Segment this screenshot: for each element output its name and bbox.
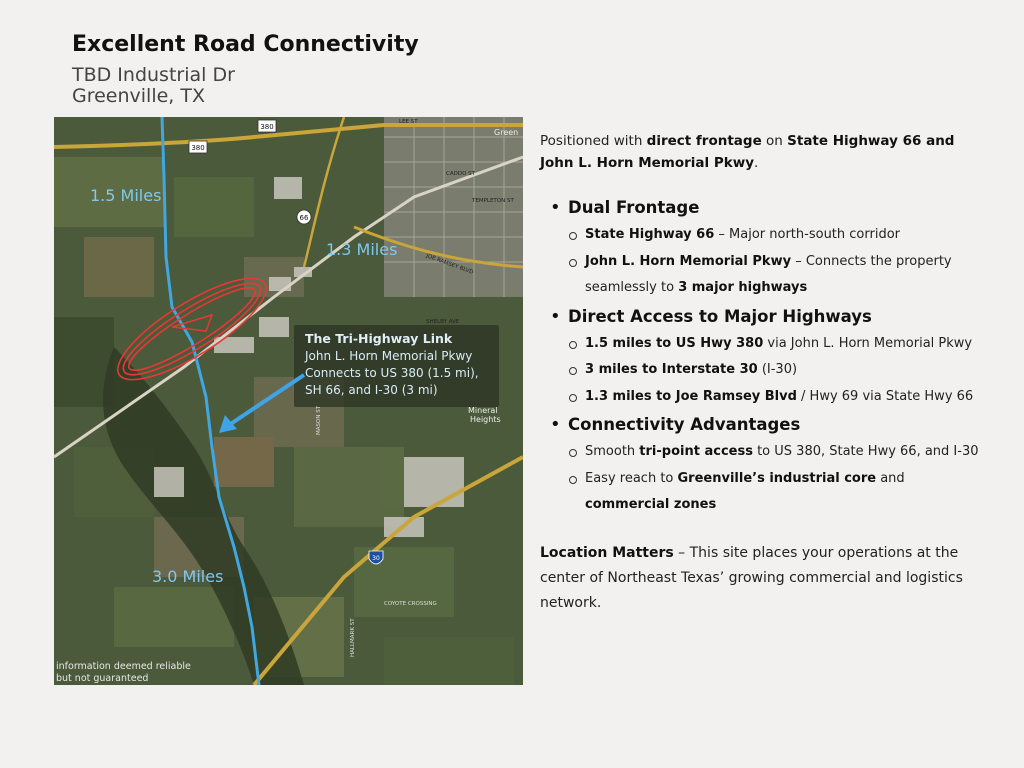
label-3-0-miles: 3.0 Miles [152, 567, 224, 586]
shield-380-top [258, 120, 276, 132]
callout-line-3: SH 66, and I-30 (3 mi) [305, 383, 438, 397]
callout-title: The Tri-Highway Link [305, 331, 453, 346]
svg-text:Heights: Heights [470, 415, 501, 424]
svg-text:66: 66 [299, 214, 309, 222]
svg-text:Mineral: Mineral [468, 406, 498, 415]
aerial-map [54, 117, 523, 685]
svg-text:380: 380 [260, 123, 274, 131]
section-heading: • Connectivity Advantages [568, 415, 801, 434]
shield-66 [297, 210, 311, 224]
svg-text:MASON ST: MASON ST [316, 405, 322, 435]
outro-paragraph [540, 541, 990, 616]
page-title: Excellent Road Connectivity [72, 32, 419, 57]
section-connectivity-advantages [540, 413, 990, 519]
svg-text:TEMPLETON ST: TEMPLETON ST [472, 198, 514, 204]
svg-text:COYOTE CROSSING: COYOTE CROSSING [384, 601, 437, 607]
svg-text:SHELBY AVE: SHELBY AVE [426, 319, 460, 325]
callout-line-1: John L. Horn Memorial Pkwy [305, 349, 473, 363]
address-street: TBD Industrial Dr [72, 64, 235, 86]
svg-text:CADDO ST: CADDO ST [446, 171, 476, 177]
list-item: Smooth tri-point access to US 380, State Hwy 66, and I-30 [568, 439, 990, 466]
details-panel [540, 130, 990, 616]
intro-text: . [754, 155, 759, 171]
svg-text:JOE RAMSEY BLVD: JOE RAMSEY BLVD [425, 253, 474, 276]
intro-bold-frontage: direct frontage [646, 133, 762, 149]
svg-text:30: 30 [372, 555, 380, 562]
section-heading: • Direct Access to Major Highways [568, 306, 872, 326]
intro-text: on [761, 133, 788, 149]
list-item: 1.5 miles to US Hwy 380 via John L. Horn Memorial Pkwy [568, 331, 990, 358]
sub-list [568, 331, 990, 411]
feature-list [540, 196, 990, 519]
section-direct-access [540, 305, 990, 411]
list-item: 3 miles to Interstate 30 (I-30) [568, 357, 990, 384]
label-1-3-miles: 1.3 Miles [326, 240, 398, 259]
list-item: State Highway 66 – Major north-south corridor [568, 222, 990, 249]
list-item: Easy reach to Greenville’s industrial core and commercial zones [568, 466, 990, 519]
label-1-5-miles: 1.5 Miles [90, 186, 162, 205]
sub-list [568, 439, 990, 519]
intro-paragraph [540, 130, 990, 174]
disclaimer-line-2: but not guaranteed [56, 673, 149, 684]
outro-text: – This site places your operations at the center of Northeast Texas’ growing commercial and logistics network. [540, 544, 963, 611]
sub-list [568, 222, 990, 302]
address-city: Greenville, TX [72, 85, 206, 107]
section-dual-frontage [540, 196, 990, 302]
list-item: John L. Horn Memorial Pkwy – Connects the property seamlessly to 3 major highways [568, 249, 990, 302]
outro-bold: Location Matters [540, 544, 674, 561]
shield-380-left [189, 141, 207, 153]
list-item: 1.3 miles to Joe Ramsey Blvd / Hwy 69 via State Hwy 66 [568, 384, 990, 411]
intro-bold-highways: State Highway 66 and John L. Horn Memorial Pkwy [540, 133, 955, 171]
svg-text:LEE ST: LEE ST [399, 119, 418, 125]
disclaimer-line-1: information deemed reliable [56, 661, 191, 672]
intro-text: Positioned with [540, 133, 647, 149]
shield-i30 [369, 551, 383, 564]
callout-line-2: Connects to US 380 (1.5 mi), [305, 366, 479, 380]
svg-text:Green: Green [494, 128, 519, 137]
town-grid [384, 117, 523, 297]
svg-text:380: 380 [191, 144, 205, 152]
svg-text:HALLMARK ST: HALLMARK ST [350, 618, 356, 657]
section-heading: • Dual Frontage [568, 198, 700, 217]
map-graphic [54, 117, 523, 685]
